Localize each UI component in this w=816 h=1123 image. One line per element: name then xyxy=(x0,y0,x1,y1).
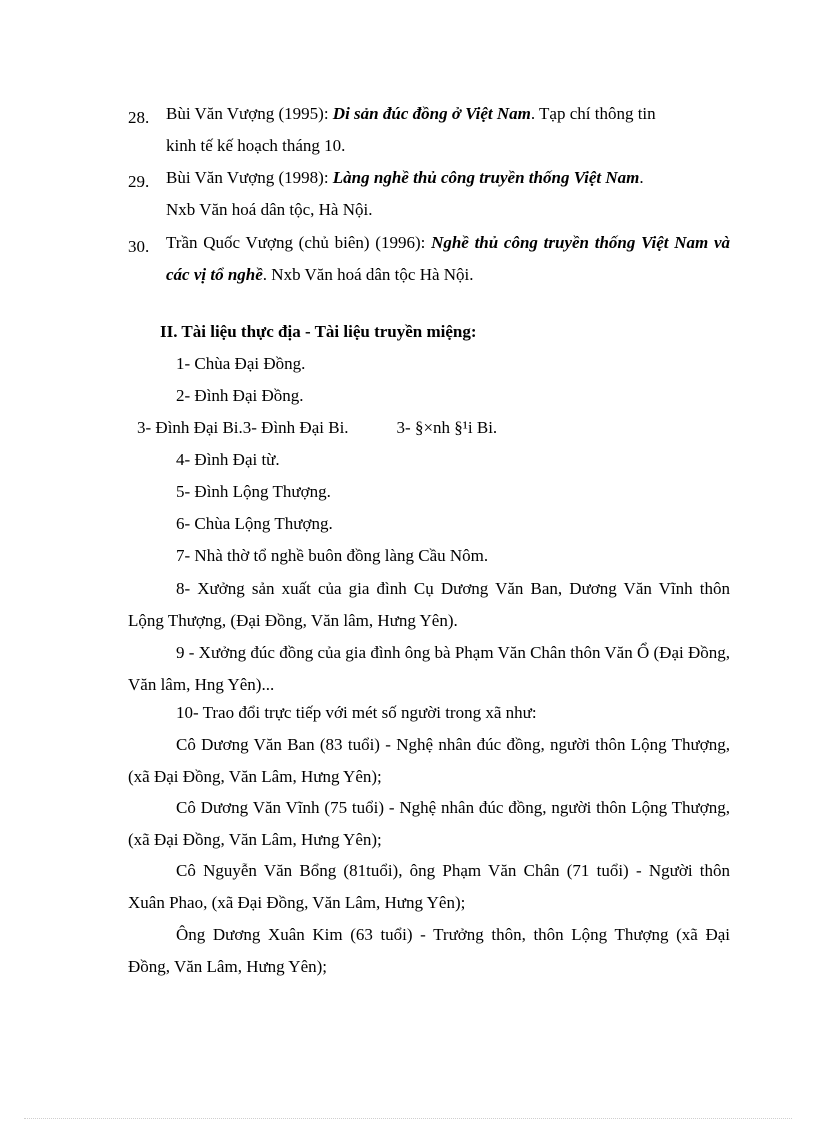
reference-number: 30. xyxy=(128,237,150,256)
reference-detail: . Tạp chí thông tin xyxy=(530,104,656,123)
reference-title: Làng nghề thủ công truyền thống Việt Nam xyxy=(332,168,640,187)
reference-29 xyxy=(128,162,730,226)
page-bottom-border xyxy=(24,1118,792,1119)
field-item-3-garbled-text: 3- §×nh §¹i Bi. xyxy=(396,418,498,437)
reference-detail-line2: kinh tế kế hoạch tháng 10. xyxy=(166,136,346,155)
reference-30 xyxy=(128,227,730,291)
field-item-2: 2- Đình Đại Đồng. xyxy=(176,386,304,405)
reference-body xyxy=(166,162,730,226)
reference-author: Trần Quốc Vượng (chủ biên) (1996): xyxy=(166,233,432,252)
reference-body xyxy=(166,98,730,162)
field-item-7: 7- Nhà thờ tổ nghề buôn đồng làng Cầu Nôm. xyxy=(176,546,489,565)
reference-detail: . Nxb Văn hoá dân tộc Hà Nội. xyxy=(262,265,474,284)
informant-4: Ông Dương Xuân Kim (63 tuổi) - Trưởng thôn, thôn Lộng Thượng (xã Đại Đồng, Văn Lâm, Hưng Yên); xyxy=(128,925,730,976)
reference-body xyxy=(166,227,730,291)
field-item-3 xyxy=(137,416,497,440)
field-item-10: 10- Trao đổi trực tiếp với mét số người trong xã như: xyxy=(176,703,537,722)
reference-number: 29. xyxy=(128,172,150,191)
reference-detail-line2: Nxb Văn hoá dân tộc, Hà Nội. xyxy=(166,200,373,219)
section-heading: II. Tài liệu thực địa - Tài liệu truyền miệng: xyxy=(160,322,477,341)
field-item-4: 4- Đình Đại từ. xyxy=(176,450,280,469)
reference-title: Di sản đúc đồng ở Việt Nam xyxy=(332,104,531,123)
reference-number: 28. xyxy=(128,108,150,127)
reference-title: Nghề thủ công truyền thống Việt Nam và các vị tổ nghề xyxy=(166,233,730,284)
field-item-9: 9 - Xưởng đúc đồng của gia đình ông bà Phạm Văn Chân thôn Văn Ổ (Đại Đồng, Văn lâm, Hng Yên)... xyxy=(128,643,730,694)
reference-author: Bùi Văn Vượng (1995): xyxy=(166,104,333,123)
reference-28 xyxy=(128,98,730,162)
field-item-3-text: 3- Đình Đại Bi.3- Đình Đại Bi. xyxy=(137,418,349,437)
field-item-6: 6- Chùa Lộng Thượng. xyxy=(176,514,333,533)
informant-3: Cô Nguyễn Văn Bổng (81tuổi), ông Phạm Văn Chân (71 tuổi) - Người thôn Xuân Phao, (xã Đại Đồng, Văn Lâm, Hưng Yên); xyxy=(128,861,730,912)
informant-2: Cô Dương Văn Vĩnh (75 tuổi) - Nghệ nhân đúc đồng, người thôn Lộng Thượng, (xã Đại Đồng, Văn Lâm, Hưng Yên); xyxy=(128,798,730,849)
reference-detail: . xyxy=(639,168,644,187)
informant-1: Cô Dương Văn Ban (83 tuổi) - Nghệ nhân đúc đồng, người thôn Lộng Thượng, (xã Đại Đồng, Văn Lâm, Hưng Yên); xyxy=(128,735,730,786)
field-item-5: 5- Đình Lộng Thượng. xyxy=(176,482,331,501)
field-item-8: 8- Xưởng sản xuất của gia đình Cụ Dương Văn Ban, Dương Văn Vĩnh thôn Lộng Thượng, (Đại Đồng, Văn lâm, Hưng Yên). xyxy=(128,579,730,630)
field-item-1: 1- Chùa Đại Đồng. xyxy=(176,354,306,373)
reference-author: Bùi Văn Vượng (1998): xyxy=(166,168,333,187)
